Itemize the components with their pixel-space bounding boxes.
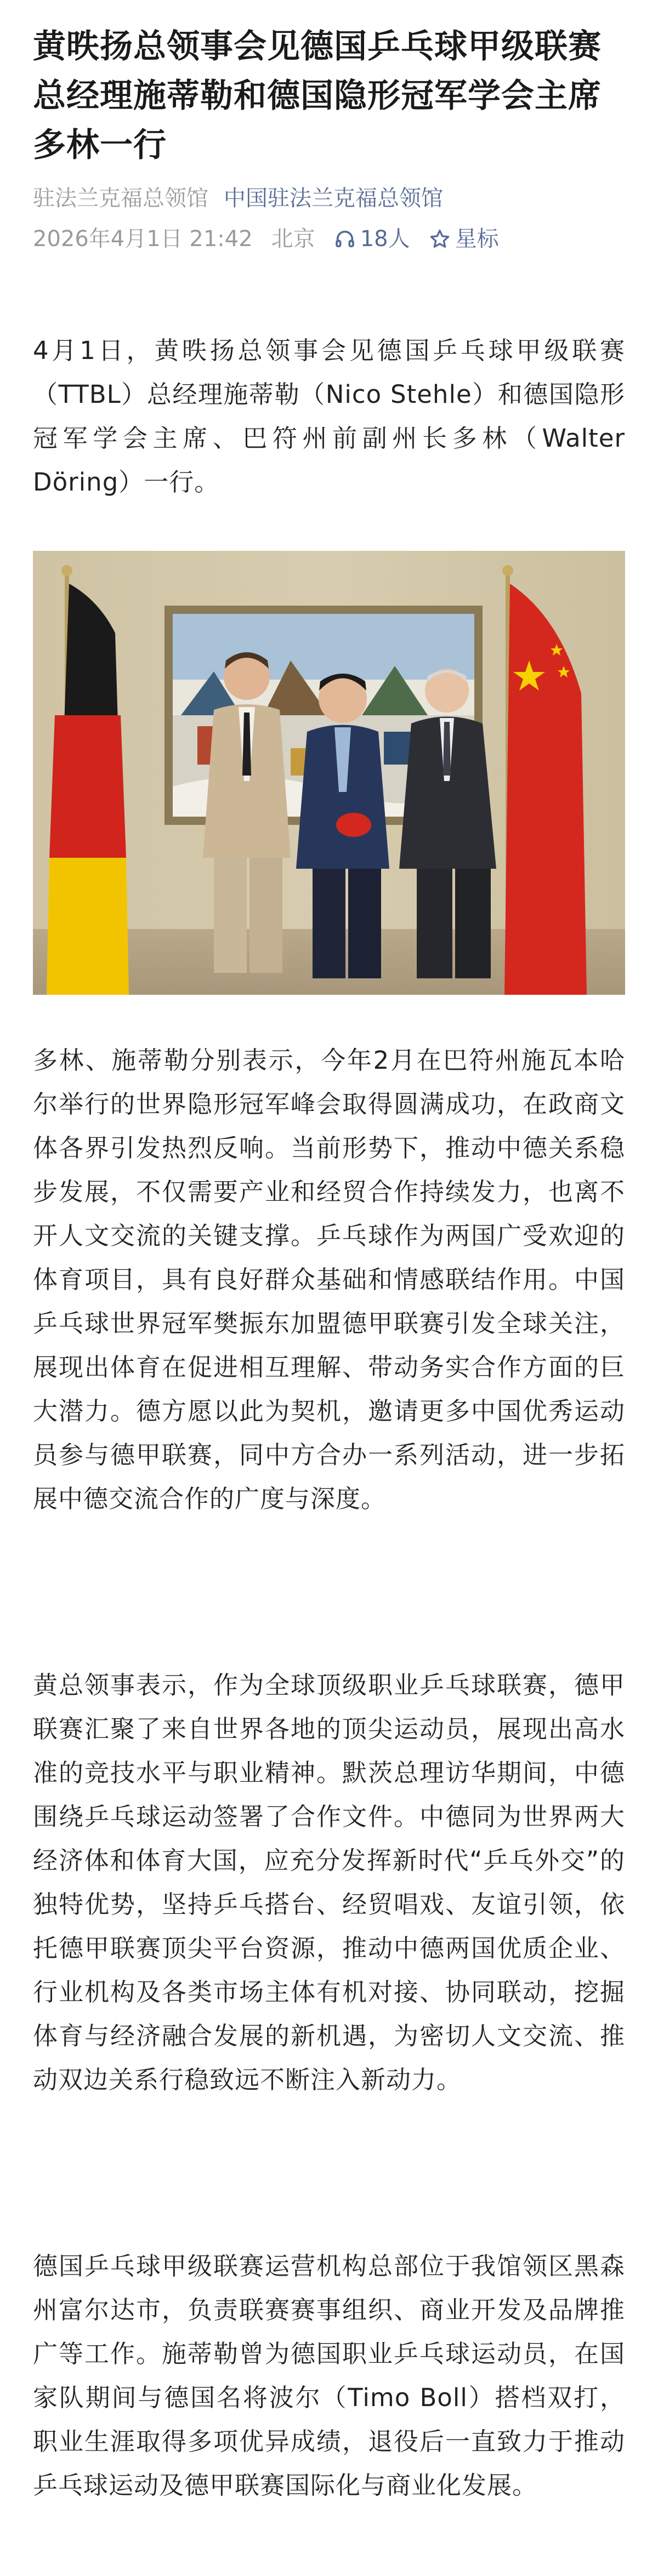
listen-button[interactable] <box>334 223 410 255</box>
account-link[interactable]: 中国驻法兰克福总领馆 <box>224 186 443 211</box>
meeting-photo[interactable] <box>33 551 625 995</box>
listen-count: 18人 <box>360 226 410 252</box>
paragraph-2: 多林、施蒂勒分别表示，今年2月在巴符州施瓦本哈尔举行的世界隐形冠军峰会取得圆满成功，在政商文体各界引发热烈反响。当前形势下，推动中德关系稳步发展，不仅需要产业和经贸合作持续发力，也离不开人文交流的关键支撑。乒乓球作为两国广受欢迎的体育项目，具有良好群众基础和情感联结作用。中国乒乓球世界冠军樊振东加盟德甲联赛引发全球关注，展现出体育在促进相互理解、带动务实合作方面的巨大潜力。德方愿以此为契机，邀请更多中国优秀运动员参与德甲联赛，同中方合办一系列活动，进一步拓展中德交流合作的广度与深度。 <box>33 1046 625 1513</box>
publish-datetime: 2026年4月1日 21:42 <box>33 226 253 252</box>
article-title: 黄昳扬总领事会见德国乒乓球甲级联赛总经理施蒂勒和德国隐形冠军学会主席多林一行 <box>33 27 602 164</box>
account-name: 驻法兰克福总领馆 <box>33 186 208 211</box>
paragraph-3: 黄总领事表示，作为全球顶级职业乒乓球联赛，德甲联赛汇聚了来自世界各地的顶尖运动员，展现出高水准的竞技水平与职业精神。默茨总理访华期间，中德围绕乒乓球运动签署了合作文件。中德同为世界两大经济体和体育大国，应充分发挥新时代“乒乓外交”的独特优势，坚持乒乓搭台、经贸唱戏、友谊引领，依托德甲联赛顶尖平台资源，推动中德两国优质企业、行业机构及各类市场主体有机对接、协同联动，挖掘体育与经济融合发展的新机遇，为密切人文交流、推动双边关系行稳致远不断注入新动力。 <box>33 1671 625 2094</box>
paragraph-4: 德国乒乓球甲级联赛运营机构总部位于我馆领区黑森州富尔达市，负责联赛赛事组织、商业开发及品牌推广等工作。施蒂勒曾为德国职业乒乓球运动员，在国家队期间与德国名将波尔（Timo Boll）搭档双打，职业生涯取得多项优异成绩，退役后一直致力于推动乒乓球运动及德甲联赛国际化与商业化发展。 <box>33 2252 625 2500</box>
article-header <box>33 0 625 255</box>
star-label: 星标 <box>455 226 499 252</box>
star-outline-icon <box>429 228 451 250</box>
meeting-photo-illustration <box>33 551 625 995</box>
paragraph-1: 4月1日，黄昳扬总领事会见德国乒乓球甲级联赛（TTBL）总经理施蒂勒（Nico Stehle）和德国隐形冠军学会主席、巴符州前副州长多林（Walter Döring）一行。 <box>33 336 625 497</box>
publish-location: 北京 <box>271 226 315 252</box>
headphones-icon <box>334 228 356 250</box>
account-row <box>33 182 625 215</box>
publish-info-row <box>33 223 625 255</box>
star-button[interactable] <box>429 223 499 255</box>
